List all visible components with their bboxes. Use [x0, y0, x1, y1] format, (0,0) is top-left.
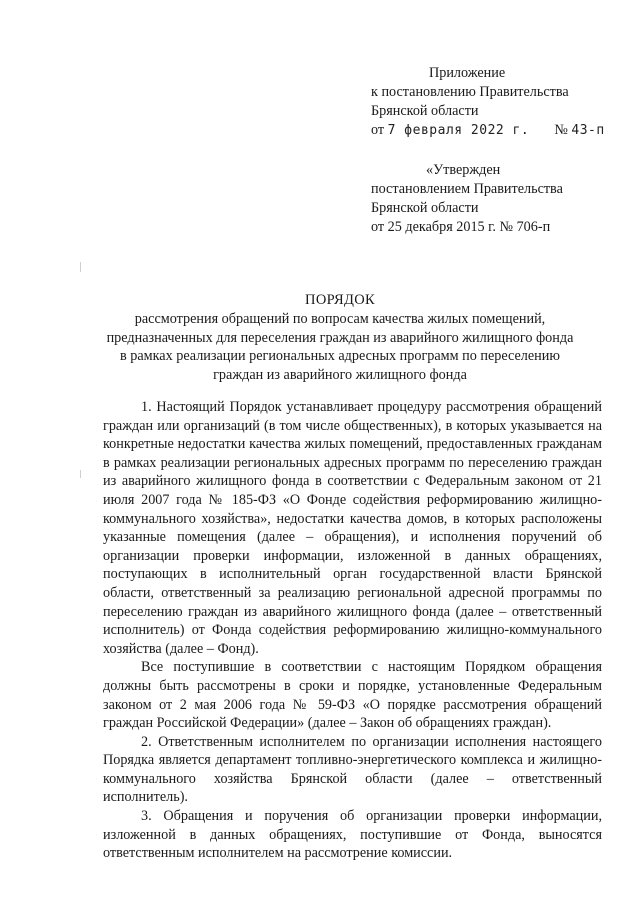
approved-date: от 25 декабря 2015 г. № 706-п	[371, 219, 551, 235]
paragraph-1: 1. Настоящий Порядок устанавливает процедуру рассмотрения обращений граждан или организаций (в том числе общественных), в которых указывается на конкретные недостатки качества жилых помещений, предоставленных гражданам в рамках реализации региональных адресных программ по переселению граждан из аварийного жилищного фонда в соответствии с Федеральным законом от 21 июля 2007 года № 185-ФЗ «О Фонде содействия реформированию жилищно-коммунального хозяйства», недостатки качества домов, в которых расположены указанные помещения (далее – обращения), и исполнения поручений об организации проверки информации, изложенной в данных обращениях, поступающих в исполнительный орган государственной власти Брянской области, ответственный за реализацию региональной адресной программы по переселению граждан из аварийного жилищного фонда (далее – ответственный исполнитель) от Фонда содействия реформированию жилищно-коммунального хозяйства (далее – Фонд).	[103, 399, 602, 657]
appendix-label: Приложение	[429, 65, 506, 81]
page-title: ПОРЯДОК	[305, 292, 375, 308]
subtitle-line-4: граждан из аварийного жилищного фонда	[213, 367, 467, 384]
approved-resolution: постановлением Правительства	[371, 181, 563, 197]
paragraph-3: 2. Ответственным исполнителем по организации исполнения настоящего Порядка является департамент топливно-энергетического комплекса и жилищно-коммунального хозяйства Брянской области (далее – ответственный исполнитель).	[103, 733, 602, 806]
approved-label: «Утвержден	[426, 162, 501, 178]
appendix-header	[371, 64, 621, 237]
scan-margin-mark	[80, 470, 81, 478]
appendix-date-line	[371, 121, 621, 140]
paragraph-2: Все поступившие в соответствии с настоящим Порядком обращения должны быть рассмотрены в сроки и порядке, установленные Федеральным законом от 2 мая 2006 года № 59-ФЗ «О порядке рассмотрения обращений граждан Российской Федерации» (далее – Закон об обращениях граждан).	[103, 659, 602, 732]
handwritten-number: 43-п	[571, 123, 605, 138]
handwritten-date: 7 февраля 2022 г.	[387, 123, 530, 138]
appendix-region: Брянской области	[371, 103, 479, 119]
number-prefix: №	[554, 122, 568, 138]
date-prefix: от	[371, 122, 385, 138]
subtitle-line-1: рассмотрения обращений по вопросам качества жилых помещений,	[134, 310, 546, 327]
subtitle-line-2: предназначенных для переселения граждан из аварийного жилищного фонда	[106, 329, 574, 346]
appendix-resolution: к постановлению Правительства	[371, 84, 569, 100]
approved-region: Брянской области	[371, 200, 479, 216]
scan-margin-mark	[80, 262, 81, 272]
subtitle-line-3: в рамках реализации региональных адресных программ по переселению	[120, 348, 560, 365]
document-title	[95, 291, 585, 385]
document-body	[103, 398, 602, 863]
approved-block	[371, 161, 621, 237]
paragraph-4: 3. Обращения и поручения об организации проверки информации, изложенной в данных обращениях, поступившие от Фонда, выносятся ответственным исполнителем на рассмотрение комиссии.	[103, 808, 602, 862]
